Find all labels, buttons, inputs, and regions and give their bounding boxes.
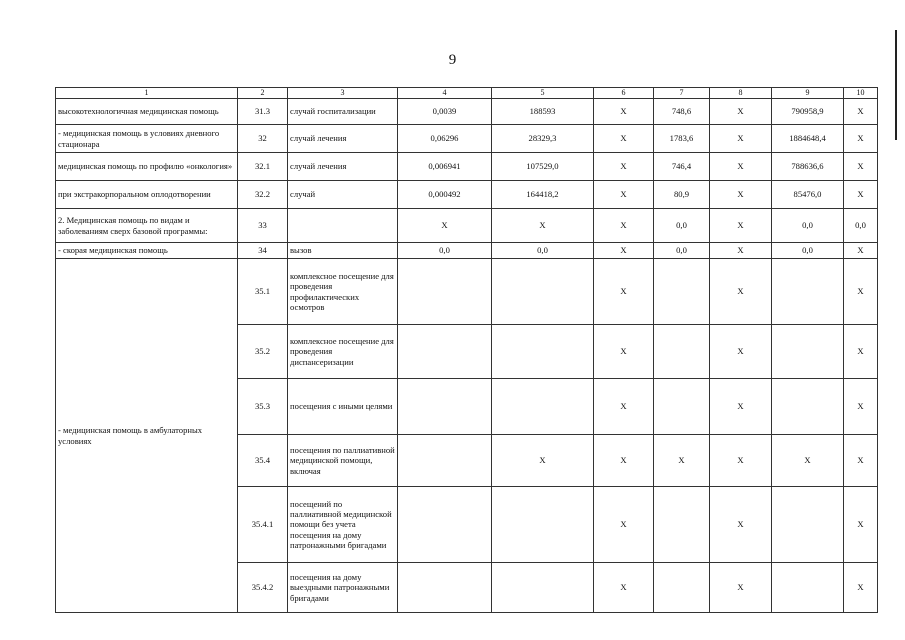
table-cell: Х [710,325,772,379]
table-cell: 31.3 [238,99,288,125]
table-cell [654,563,710,613]
table-cell: 0,0 [398,243,492,259]
table-cell: 0,006941 [398,153,492,181]
table-cell: случай госпитализации [288,99,398,125]
table-cell: Х [594,153,654,181]
table-cell: 35.4.2 [238,563,288,613]
header-cell: 9 [772,88,844,99]
table-row [56,259,878,325]
table-cell: Х [844,259,878,325]
data-table [55,87,878,613]
table-cell: 35.3 [238,379,288,435]
table-cell: Х [654,435,710,487]
table-cell: 32.2 [238,181,288,209]
table-cell [398,563,492,613]
table-row [56,153,878,181]
table-cell: 35.2 [238,325,288,379]
table-cell [398,435,492,487]
table-cell: Х [710,181,772,209]
table-cell: 35.1 [238,259,288,325]
table-cell [492,379,594,435]
table-cell: Х [594,259,654,325]
table-cell: Х [398,209,492,243]
table-cell: 80,9 [654,181,710,209]
table-cell: 0,0 [492,243,594,259]
table-cell: Х [710,209,772,243]
table-cell: 0,0 [772,209,844,243]
page-number: 9 [448,52,457,68]
table-cell: 32 [238,125,288,153]
table-cell: Х [710,435,772,487]
table-cell [398,259,492,325]
table-cell: 164418,2 [492,181,594,209]
table-cell: Х [844,487,878,563]
header-cell: 6 [594,88,654,99]
table-cell: посещения по паллиативной медицинской помощи, включая [288,435,398,487]
table-cell: посещения с иными целями [288,379,398,435]
table-cell: 35.4 [238,435,288,487]
table-cell [654,379,710,435]
table-cell: 0,000492 [398,181,492,209]
table-cell: Х [844,243,878,259]
header-cell: 2 [238,88,288,99]
table-cell: 1783,6 [654,125,710,153]
table-cell [654,259,710,325]
table-cell: 0,06296 [398,125,492,153]
table-cell [654,325,710,379]
table-cell [398,325,492,379]
table-cell [492,563,594,613]
table-cell: случай лечения [288,125,398,153]
ambulatory-label-cell: - медицинская помощь в амбулаторных условиях [56,259,238,613]
table-cell: вызов [288,243,398,259]
table-cell: Х [844,125,878,153]
table-cell: Х [594,209,654,243]
table-cell: 0,0039 [398,99,492,125]
table-cell [772,325,844,379]
table-cell: 85476,0 [772,181,844,209]
table-cell: Х [594,99,654,125]
table-cell: 748,6 [654,99,710,125]
header-cell: 3 [288,88,398,99]
header-cell: 7 [654,88,710,99]
table-cell [772,259,844,325]
header-row [56,88,878,99]
header-cell: 4 [398,88,492,99]
table-cell: случай лечения [288,153,398,181]
table-cell: медицинская помощь по профилю «онкология» [56,153,238,181]
scan-edge-line [895,30,897,140]
table-cell: 0,0 [654,243,710,259]
table-cell: Х [844,153,878,181]
table-cell: Х [594,125,654,153]
table-row [56,181,878,209]
table-cell: Х [594,181,654,209]
table-cell: Х [594,487,654,563]
table-cell: 1884648,4 [772,125,844,153]
table-row [56,99,878,125]
table-cell: - медицинская помощь в условиях дневного стационара [56,125,238,153]
table-cell: Х [594,243,654,259]
table-cell: комплексное посещение для проведения диспансеризации [288,325,398,379]
table-cell: Х [710,563,772,613]
table-cell: Х [844,325,878,379]
table-cell [772,487,844,563]
table-cell: Х [594,435,654,487]
table-cell: Х [844,379,878,435]
table-cell: при экстракорпоральном оплодотворении [56,181,238,209]
table-cell: 0,0 [844,209,878,243]
table-row [56,125,878,153]
table-cell: Х [710,259,772,325]
table-row [56,209,878,243]
table-cell: Х [844,435,878,487]
table-cell [398,379,492,435]
table-cell [398,487,492,563]
table-cell: Х [772,435,844,487]
header-cell: 10 [844,88,878,99]
table-cell [654,487,710,563]
table-cell: Х [492,435,594,487]
table-cell [772,379,844,435]
table-cell: Х [844,563,878,613]
table-cell: 35.4.1 [238,487,288,563]
table-cell: Х [594,325,654,379]
table-cell: комплексное посещение для проведения профилактических осмотров [288,259,398,325]
table-cell: высокотехнологичная медицинская помощь [56,99,238,125]
table-cell: 0,0 [772,243,844,259]
table-cell [772,563,844,613]
table-cell: Х [844,181,878,209]
table-cell: посещения на дому выездными патронажными бригадами [288,563,398,613]
table-cell: 746,4 [654,153,710,181]
table-cell: 28329,3 [492,125,594,153]
table-cell: 788636,6 [772,153,844,181]
table-cell: Х [710,487,772,563]
table-cell: 33 [238,209,288,243]
table-cell: посещений по паллиативной медицинской помощи без учета посещения на дому патронажными бригадами [288,487,398,563]
table-cell [492,487,594,563]
table-cell: случай [288,181,398,209]
table-cell: 188593 [492,99,594,125]
table-cell: Х [710,243,772,259]
table-cell: Х [844,99,878,125]
table-cell: Х [492,209,594,243]
table-cell [492,325,594,379]
table-cell: Х [710,125,772,153]
table-cell: 790958,9 [772,99,844,125]
header-cell: 1 [56,88,238,99]
table-cell [492,259,594,325]
table-cell: 32.1 [238,153,288,181]
header-cell: 8 [710,88,772,99]
header-cell: 5 [492,88,594,99]
table-cell [288,209,398,243]
table-cell: Х [710,99,772,125]
table-cell: Х [594,379,654,435]
table-cell: Х [710,379,772,435]
table-row [56,243,878,259]
table-cell: 107529,0 [492,153,594,181]
table-cell: 34 [238,243,288,259]
table-cell: - скорая медицинская помощь [56,243,238,259]
table-cell: 0,0 [654,209,710,243]
table-cell: Х [594,563,654,613]
table-cell: 2. Медицинская помощь по видам и заболеваниям сверх базовой программы: [56,209,238,243]
table-cell: Х [710,153,772,181]
